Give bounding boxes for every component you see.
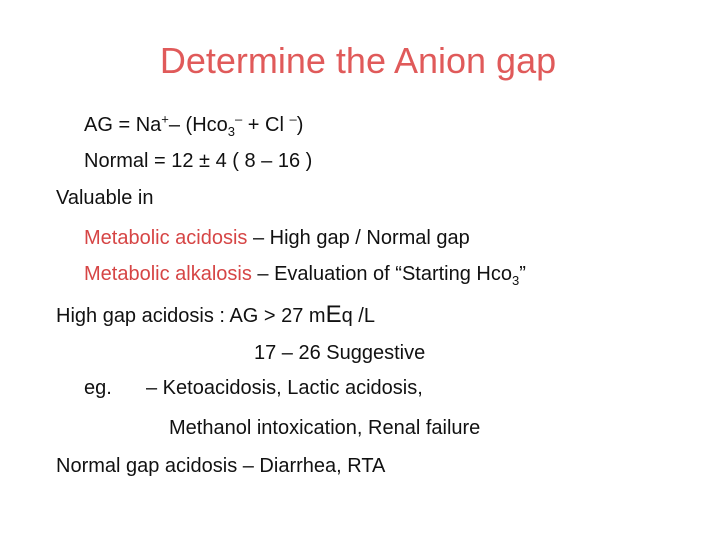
eg-line-1: – Ketoacidosis, Lactic acidosis, [146, 377, 423, 399]
eg-label: eg. [84, 377, 112, 399]
ag-formula-prefix: AG = Na [84, 114, 162, 136]
ag-formula-end: ) [296, 114, 304, 136]
metabolic-acidosis-term: Metabolic acidosis [84, 227, 248, 249]
valuable-in-heading: Valuable in [56, 187, 154, 209]
metabolic-acidosis-rest: – High gap / Normal gap [247, 227, 470, 249]
high-gap-line [56, 303, 375, 328]
na-charge: + [161, 111, 169, 127]
high-gap-suffix: q /L [341, 305, 375, 327]
hco3-subscript: 3 [227, 124, 235, 139]
normal-gap-line: Normal gap acidosis – Diarrhea, RTA [56, 455, 386, 477]
high-gap-prefix: High gap acidosis : AG > 27 m [56, 305, 326, 327]
metabolic-alkalosis-term: Metabolic alkalosis [84, 263, 252, 285]
ag-formula-middle: – (Hco [168, 114, 228, 136]
eg-line-2: Methanol intoxication, Renal failure [169, 417, 481, 439]
hco3-charge: – [235, 111, 243, 127]
high-gap-big-e: E [325, 301, 342, 328]
metabolic-alkalosis-rest: – Evaluation of “Starting Hco [251, 263, 512, 285]
slide-title: Determine the Anion gap [159, 40, 557, 81]
metabolic-alkalosis-close: ” [519, 263, 526, 285]
metabolic-alkalosis-line [84, 262, 526, 286]
metabolic-acidosis-line [84, 226, 470, 250]
ag-formula-mid2: + Cl [242, 114, 290, 136]
suggestive-line: 17 – 26 Suggestive [254, 342, 426, 364]
normal-range-line: Normal = 12 ± 4 ( 8 – 16 ) [84, 150, 313, 172]
ag-formula-line [84, 113, 303, 137]
cl-charge: – [289, 111, 297, 127]
hco3-subscript-2: 3 [512, 273, 520, 288]
